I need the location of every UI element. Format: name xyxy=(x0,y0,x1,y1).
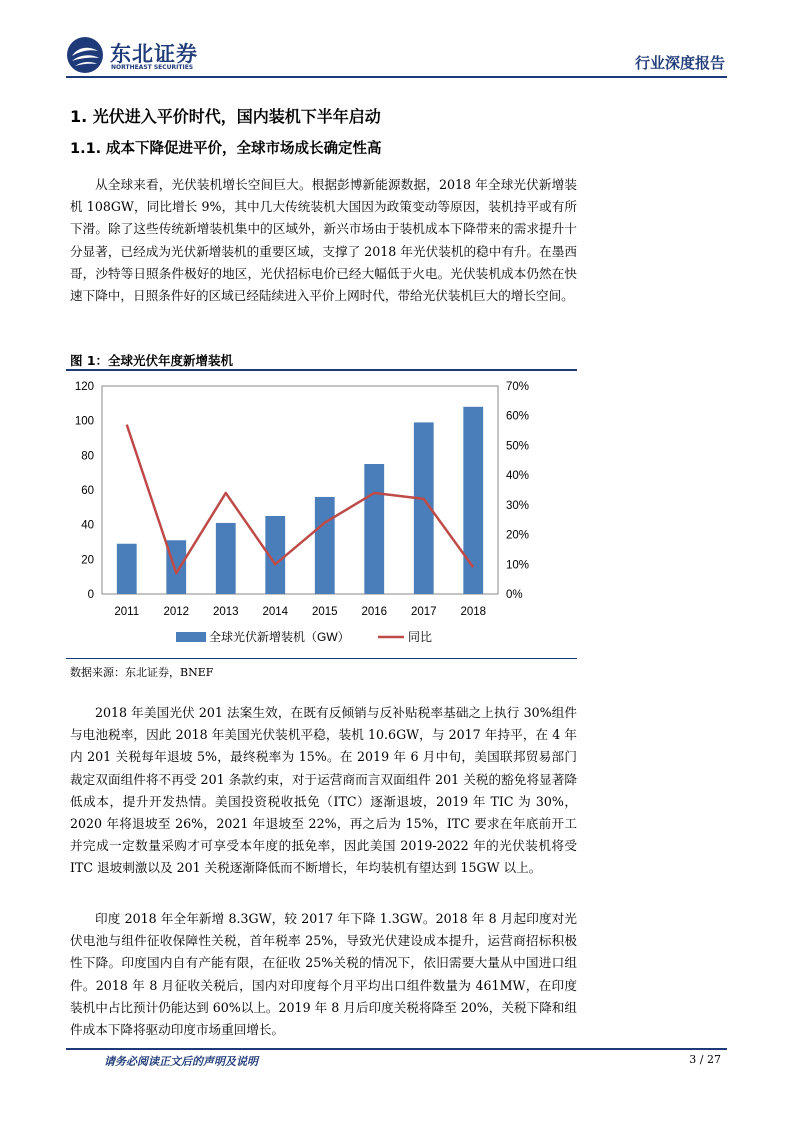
bar-2011 xyxy=(117,544,137,594)
x-tick-label: 2014 xyxy=(262,606,289,618)
brand-name-en: NORTHEAST SECURITIES xyxy=(111,64,194,71)
installation-chart xyxy=(66,374,577,656)
bar-2013 xyxy=(216,523,236,594)
chart-ticks xyxy=(75,381,529,618)
footer-disclaimer: 请务必阅读正文后的声明及说明 xyxy=(104,1055,258,1068)
y-left-tick-label: 60 xyxy=(81,485,94,497)
report-type: 行业深度报告 xyxy=(634,54,725,72)
chart-axes xyxy=(102,386,498,594)
x-tick-label: 2011 xyxy=(114,606,140,618)
y-left-tick-label: 100 xyxy=(74,415,94,428)
legend-line-label: 同比 xyxy=(408,630,433,644)
y-right-tick-label: 30% xyxy=(506,499,530,512)
x-tick-label: 2015 xyxy=(311,606,338,618)
brand-name-cn: 东北证券 xyxy=(110,42,198,66)
figure-title: 图 1：全球光伏年度新增装机 xyxy=(70,353,234,368)
figure-bottom-rule xyxy=(66,658,577,659)
y-left-tick-label: 80 xyxy=(81,450,94,463)
logo-emblem-icon xyxy=(66,36,104,74)
y-left-tick-label: 40 xyxy=(81,519,94,532)
y-right-tick-label: 70% xyxy=(506,381,530,393)
y-right-tick-label: 50% xyxy=(506,440,530,453)
header-divider xyxy=(66,76,727,78)
y-left-tick-label: 120 xyxy=(74,381,94,393)
bar-2016 xyxy=(364,464,384,594)
y-left-tick-label: 20 xyxy=(81,554,94,567)
bar-2015 xyxy=(315,497,335,594)
company-logo xyxy=(66,36,216,76)
section-heading: 1. 光伏进入平价时代，国内装机下半年启动 xyxy=(70,107,381,126)
y-right-tick-label: 0% xyxy=(506,589,523,601)
body-paragraph: 印度 2018 年全年新增 8.3GW，较 2017 年下降 1.3GW。2018 年 8 月起印度对光伏电池与组件征收保障性关税，首年税率 25%，导致光伏建设成本提升，运营商招标积极性下降。印度国内自有产能有限，在征收 25%关税的情况下，依旧需要大量从中国进口组件。2018 年 8 月征收关税后，国内对印度每个月平均出口组件数量为 461MW，在印度装机中占比预计仍能达到 60%以上。2019 年 8 月后印度关税将降至 20%，关税下降和组件成本下降将驱动印度市场重回增长。 xyxy=(70,911,577,1038)
x-tick-label: 2016 xyxy=(361,606,388,618)
y-right-tick-label: 10% xyxy=(506,559,530,572)
page-number: 3 / 27 xyxy=(689,1053,721,1066)
chart-legend xyxy=(176,629,432,644)
subsection-title: 成本下降促进平价，全球市场成长确定性高 xyxy=(106,141,382,157)
legend-bar-swatch xyxy=(176,632,206,642)
legend-bar-label: 全球光伏新增装机（GW） xyxy=(209,630,350,644)
subsection-heading xyxy=(70,137,382,158)
chart-bars xyxy=(117,407,483,594)
x-tick-label: 2012 xyxy=(163,606,190,618)
body-paragraph: 2018 年美国光伏 201 法案生效，在既有反倾销与反补贴税率基础之上执行 30%组件与电池税率，因此 2018 年美国光伏装机平稳，装机 10.6GW，与 2017 年持平，在 4 年内 201 关税每年退坡 5%，最终税率为 15%。在 2019 年 6 月中旬，美国联邦贸易部门裁定双面组件将不再受 201 条款约束，对于运营商而言双面组件 201 关税的豁免将显著降低成本，提升开发热情。美国投资税收抵免（ITC）逐渐退坡，2019 年 TIC 为 30%，2020 年将退坡至 26%，2021 年退坡至 22%，再之后为 15%，ITC 要求在年底前开工并完成一定数量采购才可享受本年度的抵免率，因此美国 2019-2022 年的光伏装机将受 ITC 退坡刺激以及 201 关税逐渐降低而不断增长，年均装机有望达到 15GW 以上。 xyxy=(70,705,577,876)
subsection-number: 1.1. xyxy=(70,141,102,157)
plot-frame xyxy=(102,386,498,594)
x-tick-label: 2013 xyxy=(212,606,239,618)
x-tick-label: 2017 xyxy=(410,606,437,618)
footer-divider xyxy=(66,1048,727,1050)
body-paragraph: 从全球来看，光伏装机增长空间巨大。根据彭博新能源数据，2018 年全球光伏新增装机 108GW，同比增长 9%，其中几大传统装机大国因为政策变动等原因，装机持平或有所下滑。除了这些传统新增装机集中的区域外，新兴市场由于装机成本下降带来的需求提升十分显著，已经成为光伏新增装机的重要区域，支撑了 2018 年光伏装机的稳中有升。在墨西哥，沙特等日照条件极好的地区，光伏招标电价已经大幅低于火电。光伏装机成本仍然在快速下降中，日照条件好的区域已经陆续进入平价上网时代，带给光伏装机巨大的增长空间。 xyxy=(70,177,577,304)
y-left-tick-label: 0 xyxy=(87,589,94,601)
figure-top-rule xyxy=(66,369,577,371)
y-right-tick-label: 60% xyxy=(506,410,530,423)
y-right-tick-label: 20% xyxy=(506,529,530,542)
x-tick-label: 2018 xyxy=(460,606,487,618)
figure-source: 数据来源：东北证券，BNEF xyxy=(70,666,214,679)
bar-2012 xyxy=(166,540,186,594)
y-right-tick-label: 40% xyxy=(506,470,530,483)
